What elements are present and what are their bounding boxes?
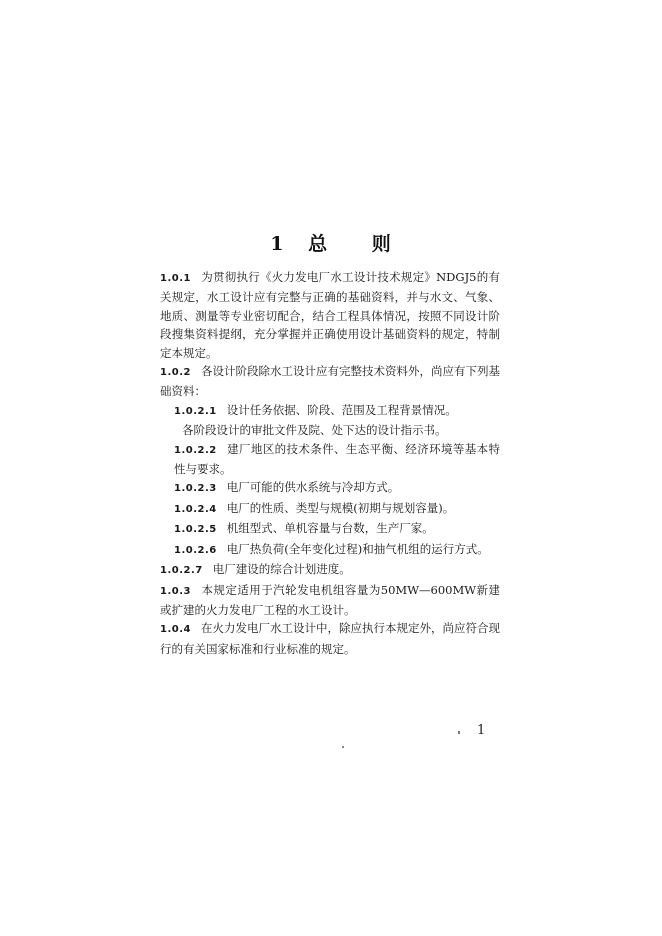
clause-1-0-4 xyxy=(160,619,500,658)
clause-text: 电厂建设的综合计划进度。 xyxy=(212,562,351,577)
clause-text: 电厂可能的供水系统与冷却方式。 xyxy=(226,480,400,495)
page-number: 1 xyxy=(477,723,486,738)
clause-number: 1.0.2.2 xyxy=(174,444,217,456)
clause-number: 1.0.2.6 xyxy=(174,544,217,556)
clause-number: 1.0.2.1 xyxy=(174,405,217,417)
clause-1-0-2-2 xyxy=(160,440,500,479)
clause-number: 1.0.2.3 xyxy=(174,483,217,495)
chapter-number: 1 xyxy=(270,233,285,255)
clause-text: 各设计阶段除水工设计应有完整技术资料外，尚应有下列基础资料： xyxy=(160,364,500,399)
clause-text: 电厂热负荷(全年变化过程)和抽气机组的运行方式。 xyxy=(226,541,489,556)
clause-text: 本规定适用于汽轮发电机组容量为50MW—600MW新建或扩建的火力发电厂工程的水工设计。 xyxy=(160,582,500,617)
clause-1-0-2-3 xyxy=(160,478,500,498)
clause-text: 在火力发电厂水工设计中，除应执行本规定外，尚应符合现行的有关国家标准和行业标准的规定。 xyxy=(160,621,500,656)
scan-speck xyxy=(458,731,460,734)
clause-text: 电厂的性质、类型与规模(初期与规划容量)。 xyxy=(226,500,455,515)
clause-1-0-2 xyxy=(160,362,500,401)
clause-1-0-2-4 xyxy=(160,499,500,519)
clause-number: 1.0.2 xyxy=(160,367,191,379)
clause-1-0-2-1-continuation xyxy=(160,421,500,439)
clause-number: 1.0.1 xyxy=(160,273,191,284)
clause-text: 机组型式、单机容量与台数，生产厂家。 xyxy=(226,521,434,536)
clause-number: 1.0.2.5 xyxy=(174,524,217,536)
chapter-title-char-1: 总 xyxy=(308,233,329,255)
clause-number: 1.0.2.7 xyxy=(160,565,203,577)
clause-number: 1.0.2.4 xyxy=(174,503,217,515)
clause-number: 1.0.4 xyxy=(160,624,191,636)
clause-1-0-3 xyxy=(160,581,500,620)
clause-1-0-2-1 xyxy=(160,401,500,421)
clause-text: 为贯彻执行《火力发电厂水工设计技术规定》NDGJ5的有关规定，水工设计应有完整与正确的基础资料，并与水文、气象、地质、测量等专业密切配合，结合工程具体情况，按照不同设计阶段搜集资料提纲，充分掌握并正确使用设计基础资料的规定，特制定本规定。 xyxy=(160,270,500,360)
clause-1-0-2-7 xyxy=(160,560,500,580)
clause-text: 各阶段设计的审批文件及院、处下达的设计指示书。 xyxy=(182,423,447,438)
chapter-title-char-2: 则 xyxy=(371,233,392,255)
clause-number: 1.0.3 xyxy=(160,585,191,597)
chapter-body xyxy=(160,268,500,658)
clause-1-0-1 xyxy=(160,268,500,362)
clause-1-0-2-5 xyxy=(160,519,500,539)
scan-speck xyxy=(342,746,344,748)
clause-text: 建厂地区的技术条件、生态平衡、经济环境等基本特性与要求。 xyxy=(174,441,500,477)
clause-text: 设计任务依据、阶段、范围及工程背景情况。 xyxy=(226,402,457,417)
chapter-title xyxy=(0,229,662,256)
clause-1-0-2-6 xyxy=(160,540,500,560)
